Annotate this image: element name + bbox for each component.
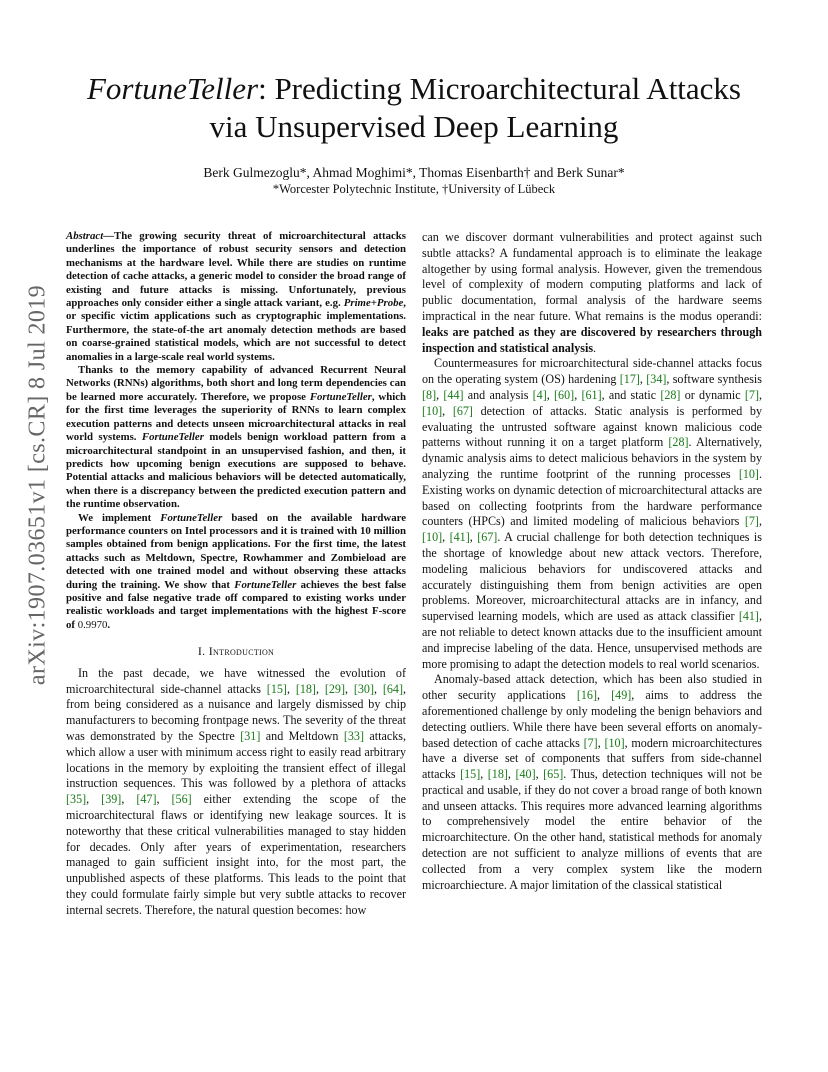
abstract-paragraph-1: Abstract—The growing security threat of microarchitectural attacks underlines the importance of robust security sensors and detection mechanisms at the hardware level. While there are studies on runtime detection of cache attacks, a generic model to consider the broad range of existing and future attacks is missing. Unfortunately, previous approaches only consider either a single attack variant, e.g. Prime+Probe, or specific victim applications such as cryptographic implementations. Furthermore, the state-of-the art anomaly detection methods are based on coarse-grained statistical models, which are not successful to detect anomalies in a large-scale real world systems. <box>66 230 406 363</box>
citation-link[interactable]: [30] <box>353 681 374 696</box>
citation-link[interactable]: [28] <box>668 435 689 450</box>
citation-link[interactable]: [10] <box>604 735 625 750</box>
citation-link[interactable]: [41] <box>449 530 470 545</box>
citation-link[interactable]: [49] <box>611 688 632 703</box>
citation-link[interactable]: [10] <box>422 530 443 545</box>
arxiv-stamp <box>20 284 56 686</box>
citation-link[interactable]: [29] <box>324 681 345 696</box>
title-line1-rest: : Predicting Microarchitectural Attacks <box>258 71 741 106</box>
citation-link[interactable]: [61] <box>581 387 602 402</box>
abstract-label: Abstract <box>66 230 104 242</box>
citation-link[interactable]: [33] <box>343 728 364 743</box>
citation-link[interactable]: [41] <box>738 609 759 624</box>
right-paragraph-2: Countermeasures for microarchitectural side-channel attacks focus on the operating system (OS) hardening [17], [34], software synthesis [8], [44] and analysis [4], [60], [61], and static [28] or dynamic [7], [10], [67] detection of attacks. Static analysis is performed by evaluating the untrusted software against known malicious code patterns without running it on a target platform [28]. Alternatively, dynamic analysis aims to detect malicious behaviors in the system by analyzing the runtime footprint of the running processes [10]. Existing works on dynamic detection of microarchitectural attacks are based on collecting footprints from the hardware performance counters (HPCs) and limited modeling of malicious behaviors [7], [10], [41], [67]. A crucial challenge for both detection techniques is the shortage of knowledge about new attack vectors. Therefore, modeling malicious behaviors for undiscovered attacks and accurately distinguishing them from benign activities are open problems. Moreover, microarchitectural attacks are in infancy, and supervised learning models, which are used as attack classifier [41], are not reliable to detect known attacks due to the insufficient amount and imprecise labeling of the data. Hence, unsupervised methods are more promising to adapt the detection models to real world scenarios. <box>422 356 763 671</box>
citation-link[interactable]: [10] <box>422 403 443 418</box>
right-column <box>422 230 762 893</box>
citation-link[interactable]: [18] <box>487 767 508 782</box>
citation-link[interactable]: [40] <box>515 767 536 782</box>
title-system-name: FortuneTeller <box>87 71 259 106</box>
citation-link[interactable]: [7] <box>583 735 598 750</box>
citation-link[interactable]: [7] <box>744 514 759 529</box>
abstract-paragraph-2: Thanks to the memory capability of advanced Recurrent Neural Networks (RNNs) algorithms, both short and long term dependencies can be learned more accurately. Therefore, we propose FortuneTeller, which for the first time leverages the superiority of RNNs to learn complex execution patterns and detects unseen microarchitectural attacks in real world systems. FortuneTeller models benign workload pattern from a microarchitectural standpoint in an unsupervised fashion, and then, it predicts how upcoming benign executions are supposed to behave. Potential attacks and malicious behaviors will be detected automatically, when there is a discrepancy between the predicted execution pattern and the runtime observation. <box>66 364 407 511</box>
citation-link[interactable]: [10] <box>738 466 759 481</box>
arxiv-stamp-text: arXiv:1907.03651v1 [cs.CR] 8 Jul 2019 <box>24 284 51 686</box>
intro-paragraph-1: In the past decade, we have witnessed the evolution of microarchitectural side-channel attacks [15], [18], [29], [30], [64], from being considered as a nuisance and largely dismissed by chip manufacturers to becoming frontpage news. The severity of the threat was demonstrated by the Spectre [31] and Meltdown [33] attacks, which allow a user with minimum access right to easily read arbitrary locations in the memory by exploiting the transient effect of illegal instruction sequences. This was followed by a plethora of attacks [35], [39], [47], [56] either extending the scope of the microarchitectural flaws or identifying new leakage sources. It is noteworthy that these critical vulnerabilities managed to stay hidden for decades. Only after years of experimentation, researchers managed to gain sufficient insight into, for the most part, the unpublished aspects of these platforms. This leads to the point that they could formulate fairly simple but very subtle attacks to recover internal secrets. Therefore, the natural question becomes: how <box>66 665 407 917</box>
right-paragraph-1: can we discover dormant vulnerabilities and protect against such subtle attacks? A fundamental approach is to eliminate the leakage altogether by using formal analysis. However, given the tremendous level of complexity of modern computing platforms and lack of public documentation, formal analysis of the hardware seems impractical in the near future. What remains is the modus operandi: leaks are patched as they are discovered by researchers through inspection and statistical analysis. <box>422 230 762 355</box>
citation-link[interactable]: [31] <box>240 728 261 743</box>
citation-link[interactable]: [60] <box>554 387 575 402</box>
citation-link[interactable]: [65] <box>543 767 564 782</box>
left-column <box>66 230 406 919</box>
title-line2: via Unsupervised Deep Learning <box>209 109 619 144</box>
citation-link[interactable]: [7] <box>744 387 759 402</box>
citation-link[interactable]: [39] <box>101 792 122 807</box>
citation-link[interactable]: [67] <box>477 530 498 545</box>
citation-link[interactable]: [28] <box>660 387 681 402</box>
right-paragraph-3: Anomaly-based attack detection, which has been also studied in other security applications [16], [49], aims to address the aforementioned challenge by only modeling the benign behaviors and detecting outliers. While there have been several efforts on anomaly-based detection of cache attacks [7], [10], modern microarchitectures have a diverse set of components that suffers from side-channel attacks [15], [18], [40], [65]. Thus, detection techniques will not be practical and usable, if they do not cover a broad range of both known and unseen attacks. This requires more advanced learning algorithms to comprehensively model the entire behavior of the microarchitecture. On the other hand, statistical methods for anomaly detection are not sufficient to analyze millions of events that are collected from a very complex system like the modern microarchiecture. A major limitation of the classical statistical <box>422 672 763 892</box>
citation-link[interactable]: [34] <box>646 372 667 387</box>
abstract-paragraph-3: We implement FortuneTeller based on the available hardware performance counters on Intel processors and it is trained with 10 million samples obtained from benign applications. For the first time, the latest attacks such as Meltdown, Spectre, Rowhammer and Zombieload are detected with one trained model and without observing these attacks during the training. We show that FortuneTeller achieves the best false positive and false negative trade off compared to existing works under realistic workloads and target implementations with the highest F-score of 0.9970. <box>66 511 406 631</box>
affiliations: *Worcester Polytechnic Institute, †University of Lübeck <box>272 182 556 196</box>
citation-link[interactable]: [4] <box>532 387 547 402</box>
section-heading-introduction: I. Introduction <box>197 644 275 659</box>
citation-link[interactable]: [16] <box>576 688 598 703</box>
citation-link[interactable]: [15] <box>460 767 481 782</box>
citation-link[interactable]: [44] <box>443 387 464 402</box>
author-list: Berk Gulmezoglu*, Ahmad Moghimi*, Thomas Eisenbarth† and Berk Sunar* <box>203 165 625 180</box>
citation-link[interactable]: [8] <box>422 387 437 402</box>
paper-title <box>40 70 788 146</box>
abstract <box>66 230 406 632</box>
citation-link[interactable]: [56] <box>171 792 192 807</box>
citation-link[interactable]: [64] <box>382 681 404 696</box>
citation-link[interactable]: [67] <box>452 403 473 418</box>
citation-link[interactable]: [15] <box>266 681 287 696</box>
citation-link[interactable]: [47] <box>136 792 157 807</box>
citation-link[interactable]: [18] <box>295 681 316 696</box>
citation-link[interactable]: [17] <box>619 372 640 387</box>
citation-link[interactable]: [35] <box>66 792 87 807</box>
